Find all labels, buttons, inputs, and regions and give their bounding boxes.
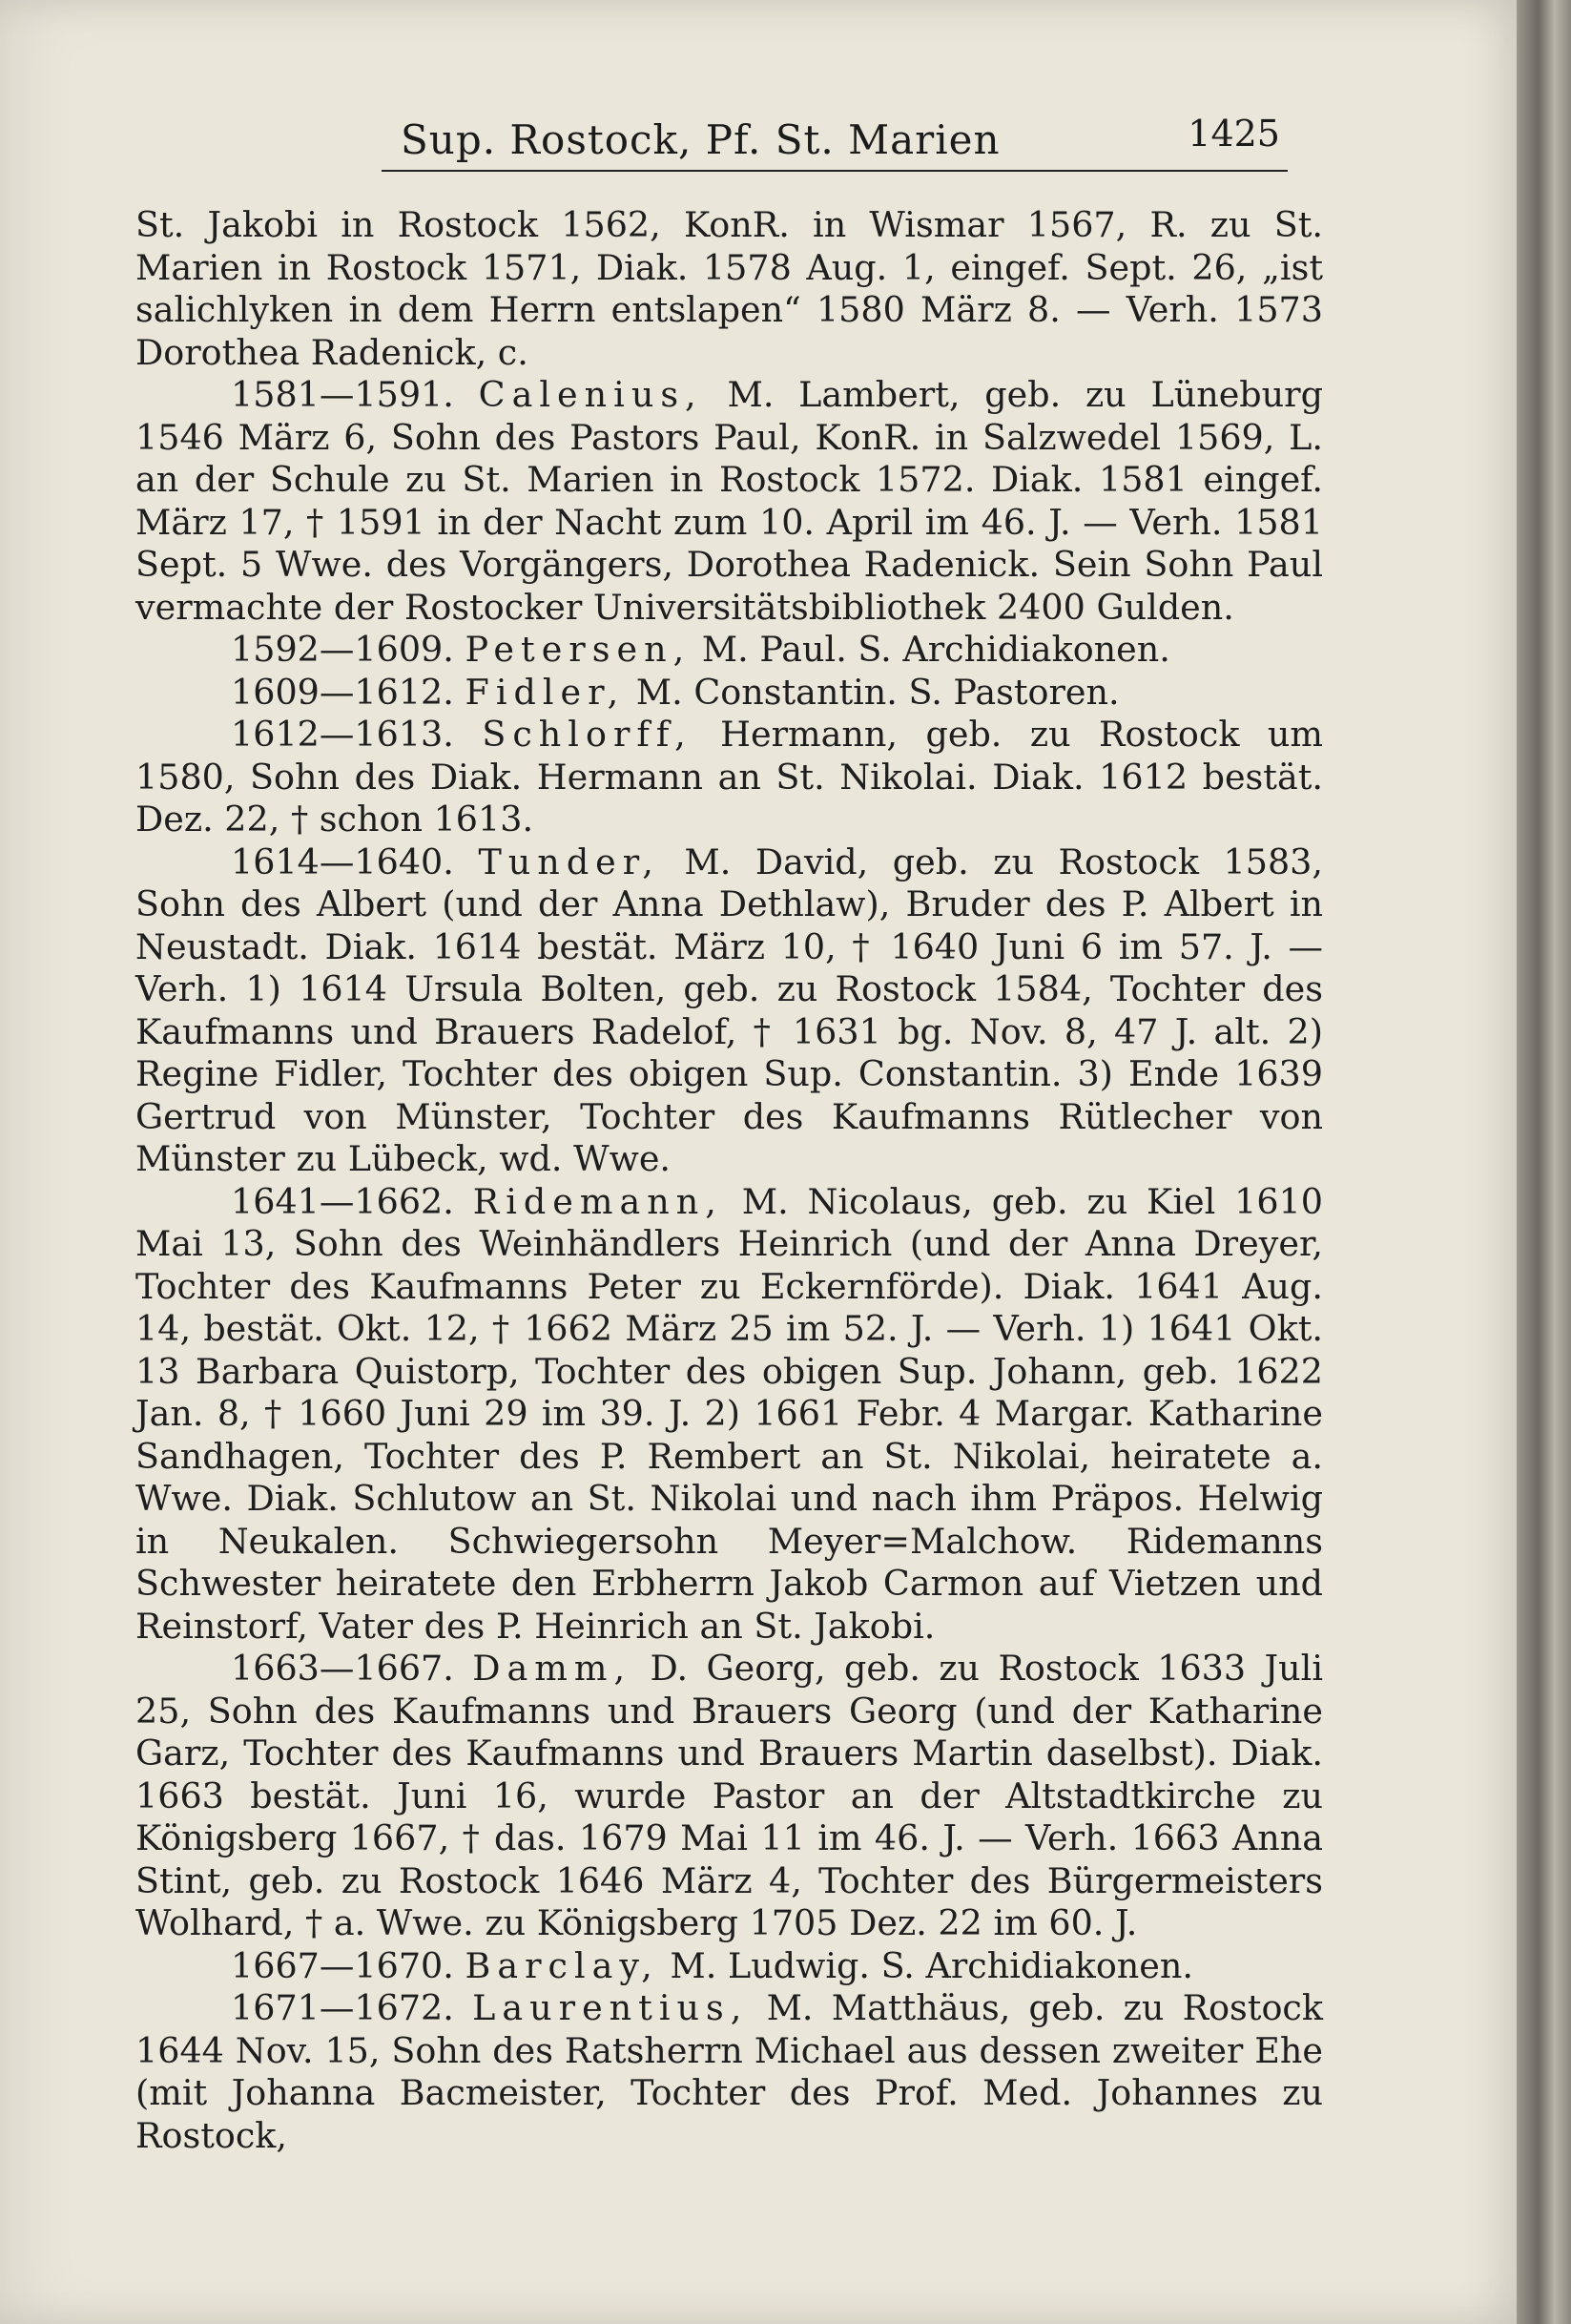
entry-years: 1614—1640. — [231, 840, 454, 882]
entry-surname: Damm, — [472, 1648, 632, 1689]
entry-text: M. David, geb. zu Rostock 1583, Sohn des Albert (und der Anna Dethlaw), Bruder des P. Albert in Neustadt. Diak. 1614 bestät. März 10, † 1640 Juni 6 im 57. J. — Verh. 1) 1614 Ursula Bolten, geb. zu Rostock 1584, Tochter des Kaufmanns und Brauers Radelof, † 1631 bg. Nov. 8, 47 J. alt. 2) Regine Fidler, Tochter des obigen Sup. Constantin. 3) Ende 1639 Gertrud von Münster, Tochter des Kaufmanns Rütlecher von Münster zu Lübeck, wd. Wwe. — [135, 840, 1323, 1179]
entry-surname: Laurentius, — [472, 1987, 749, 2028]
entry-fidler — [135, 672, 1323, 715]
entry-text: M. Constantin. S. Pastoren. — [625, 671, 1120, 713]
entry-continuation — [135, 204, 1323, 374]
entry-text: M. Ludwig. S. Archidiakonen. — [658, 1944, 1194, 1986]
entry-surname: Petersen, — [465, 629, 692, 670]
entry-years: 1641—1662. — [231, 1180, 454, 1222]
entry-years: 1609—1612. — [231, 671, 454, 713]
entry-surname: Barclay, — [465, 1944, 659, 1986]
entry-damm — [135, 1648, 1323, 1945]
entry-text: M. Matthäus, geb. zu Rostock 1644 Nov. 15, Sohn des Ratsherrn Michael aus dessen zweiter Ehe (mit Johanna Bacmeister, Tochter des Prof. Med. Johannes zu Rostock, — [135, 1987, 1323, 2156]
entry-schlorff — [135, 714, 1323, 841]
running-title: Sup. Rostock, Pf. St. Marien — [401, 116, 1001, 163]
entry-years: 1612—1613. — [231, 714, 454, 755]
entry-surname: Tunder, — [478, 840, 660, 882]
entry-tunder — [135, 841, 1323, 1181]
entry-barclay — [135, 1945, 1323, 1988]
entry-surname: Calenius, — [478, 374, 703, 415]
entry-surname: Ridemann, — [472, 1180, 723, 1222]
entry-text: M. Lambert, geb. zu Lüneburg 1546 März 6, Sohn des Pastors Paul, KonR. in Salzwedel 1569, L. an der Schule zu St. Marien in Rostock 1572. Diak. 1581 eingef. März 17, † 1591 in der Nacht zum 10. April im 46. J. — Verh. 1581 Sept. 5 Wwe. des Vorgängers, Dorothea Radenick. Sein Sohn Paul vermachte der Rostocker Universitätsbibliothek 2400 Gulden. — [135, 374, 1323, 628]
entry-years: 1581—1591. — [231, 374, 454, 415]
entry-years: 1663—1667. — [231, 1648, 454, 1689]
entry-years: 1671—1672. — [231, 1987, 454, 2028]
entry-laurentius — [135, 1987, 1323, 2157]
body-text — [135, 204, 1323, 2157]
entry-text: Hermann, geb. zu Rostock um 1580, Sohn des Diak. Hermann an St. Nikolai. Diak. 1612 bestät. Dez. 22, † schon 1613. — [135, 714, 1323, 840]
entry-surname: Fidler, — [465, 671, 626, 713]
entry-ridemann — [135, 1181, 1323, 1649]
entry-text: M. Nicolaus, geb. zu Kiel 1610 Mai 13, Sohn des Weinhändlers Heinrich (und der Anna Dreyer, Tochter des Kaufmanns Peter zu Eckernförde). Diak. 1641 Aug. 14, bestät. Okt. 12, † 1662 März 25 im 52. J. — Verh. 1) 1641 Okt. 13 Barbara Quistorp, Tochter des obigen Sup. Johann, geb. 1622 Jan. 8, † 1660 Juni 29 im 39. J. 2) 1661 Febr. 4 Margar. Katharine Sandhagen, Tochter des P. Rembert an St. Nikolai, heiratete a. Wwe. Diak. Schlutow an St. Nikolai und nach ihm Präpos. Helwig in Neukalen. Schwiegersohn Meyer=Malchow. Ridemanns Schwester heiratete den Erbherrn Jakob Carmon auf Vietzen und Reinstorf, Vater des P. Heinrich an St. Jakobi. — [135, 1180, 1324, 1647]
entry-years: 1667—1670. — [231, 1944, 454, 1986]
entry-surname: Schlorff, — [482, 714, 692, 755]
entry-text: D. Georg, geb. zu Rostock 1633 Juli 25, Sohn des Kaufmanns und Brauers Georg (und der Katharine Garz, Tochter des Kaufmanns und Brauers Martin daselbst). Diak. 1663 bestät. Juni 16, wurde Pastor an der Altstadtkirche zu Königsberg 1667, † das. 1679 Mai 11 im 46. J. — Verh. 1663 Anna Stint, geb. zu Rostock 1646 März 4, Tochter des Bürgermeisters Wolhard, † a. Wwe. zu Königsberg 1705 Dez. 22 im 60. J. — [135, 1648, 1323, 1943]
running-head — [382, 113, 1288, 172]
entry-text: M. Paul. S. Archidiakonen. — [691, 629, 1170, 670]
entry-years: 1592—1609. — [231, 629, 454, 670]
entry-calenius — [135, 374, 1323, 629]
book-gutter — [1517, 0, 1571, 2324]
entry-text: St. Jakobi in Rostock 1562, KonR. in Wismar 1567, R. zu St. Marien in Rostock 1571, Diak. 1578 Aug. 1, eingef. Sept. 26, „ist salichlyken in dem Herrn entslapen“ 1580 März 8. — Verh. 1573 Dorothea Radenick, c. — [135, 204, 1323, 373]
entry-petersen — [135, 629, 1323, 672]
page-number: 1425 — [1188, 113, 1280, 155]
